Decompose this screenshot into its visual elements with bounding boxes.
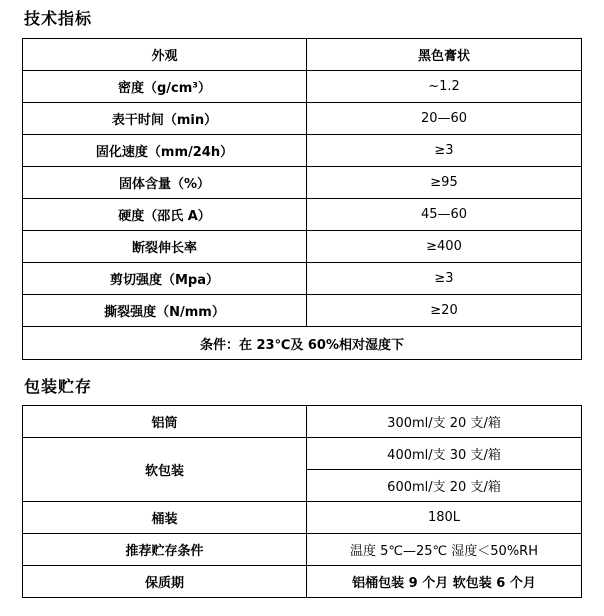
row-label: 密度（g/cm³）: [23, 71, 307, 103]
row-label: 断裂伸长率: [23, 231, 307, 263]
row-value: ≥3: [307, 263, 582, 295]
header-col2: 黑色膏状: [307, 39, 582, 71]
row-label: 撕裂强度（N/mm）: [23, 295, 307, 327]
row-label: 固体含量（%）: [23, 167, 307, 199]
table-row: [23, 295, 582, 327]
row-value: 600ml/支 20 支/箱: [307, 470, 582, 502]
table-row: [23, 534, 582, 566]
table-row: [23, 231, 582, 263]
conditions-note: 条件：在 23℃及 60%相对湿度下: [23, 327, 582, 360]
row-label: 软包装: [23, 438, 307, 502]
row-value: 400ml/支 30 支/箱: [307, 438, 582, 470]
table-row: [23, 135, 582, 167]
table-row: [23, 71, 582, 103]
specs-table: [22, 38, 582, 360]
row-label: 铝筒: [23, 406, 307, 438]
table-row: [23, 39, 582, 71]
row-label: 剪切强度（Mpa）: [23, 263, 307, 295]
row-label: 推荐贮存条件: [23, 534, 307, 566]
header-col1: 外观: [23, 39, 307, 71]
table-row: [23, 263, 582, 295]
table-row: [23, 167, 582, 199]
table-row: [23, 502, 582, 534]
row-value: 45—60: [307, 199, 582, 231]
table-row: [23, 327, 582, 360]
row-value: 20—60: [307, 103, 582, 135]
row-value: ~1.2: [307, 71, 582, 103]
row-label: 表干时间（min）: [23, 103, 307, 135]
row-label: 桶装: [23, 502, 307, 534]
row-value: ≥20: [307, 295, 582, 327]
packaging-table: [22, 405, 582, 598]
table-row: [23, 566, 582, 598]
row-label: 保质期: [23, 566, 307, 598]
table-row: [23, 438, 582, 470]
packaging-title: 包装贮存: [24, 377, 93, 396]
table-row: [23, 406, 582, 438]
row-value: ≥400: [307, 231, 582, 263]
specs-title: 技术指标: [24, 9, 93, 28]
row-value: 铝桶包装 9 个月 软包装 6 个月: [307, 566, 582, 598]
table-row: [23, 103, 582, 135]
row-value: 180L: [307, 502, 582, 534]
row-value: ≥95: [307, 167, 582, 199]
row-value: 温度 5℃—25℃ 湿度＜50%RH: [307, 534, 582, 566]
row-label: 固化速度（mm/24h）: [23, 135, 307, 167]
table-row: [23, 199, 582, 231]
row-value: 300ml/支 20 支/箱: [307, 406, 582, 438]
row-value: ≥3: [307, 135, 582, 167]
row-label: 硬度（邵氏 A）: [23, 199, 307, 231]
